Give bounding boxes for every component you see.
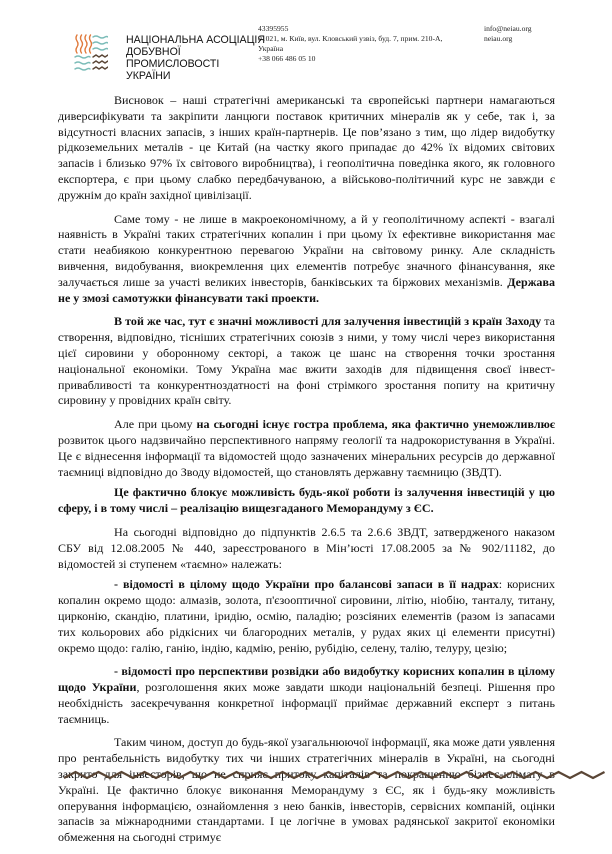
paragraph — [58, 417, 555, 480]
paragraph — [58, 212, 555, 307]
emphasized-text: Держава не у змозі самотужки фінансувати такі проекти. — [58, 274, 555, 305]
emphasized-text: на сьогодні існує гостра проблема, яка фактично унеможливлює — [196, 417, 555, 432]
email-link[interactable]: info@neiau.org — [484, 24, 532, 33]
emphasized-text: В той же час, тут є значні можливості для залучення інвестицій з країн Заходу — [114, 314, 542, 329]
text-segment: та створення, відповідно, тісніших стратегічних союзів з ними, у тому числі через використання цієї сировини у оборонному секторі, а також це шанс на створення точки зростання національної економіки. Тому Україна має вжити заходів для підвищення своєї інвест-привабливості та конкурентноздатності на фоні стрімкого зростання попиту на критичну сировину у провідних країн світу. — [58, 314, 555, 408]
text-segment: Саме тому - не лише в макроекономічному, а й у геополітичному аспекті - взагалі наявність в Україні таких стратегічних копалин і при цьому їх ефективне використання має стати неабиякою конкурентною перевагою України на світовому ринку. Але складність вивчення, видобування, виокремлення цих елементів потребує значного фінансування, яке залучається лише за участі великих інвесторів, банківських та біржових механізмів. — [58, 211, 555, 289]
org-name-line: ДОБУВНОЇ — [126, 46, 181, 58]
text-segment: розвиток цього надзвичайно перспективного напряму геології та надрокористування в Україні. Це є віднесення інформації та відомостей щодо зазначених мінеральних ресурсів до державної таємниці відповідно до Зводу відомостей, що становлять державну таємницю (ЗВДТ). — [58, 432, 555, 479]
paragraph — [58, 735, 555, 846]
web-contacts — [484, 24, 532, 44]
text-segment: Але при цьому — [114, 417, 197, 432]
text-segment: : корисних копалин окремо щодо: алмазів, золота, п'єзооптичної сировини, літію, ніобію, танталу, титану, цирконію, скандію, платини, іридію, осмію, паладію; розсіяних елементів (разом із запасами тих кольорових або рідкісних чи благородних металів, у рудах яких ці елементи присутні) окремо щодо: галію, ганію, індію, кадмію, ренію, рубідію, селену, талію, телуру, цезію; — [58, 577, 556, 655]
text-segment: Таким чином, доступ до будь-якої узагальнюючої інформації, яка може дати уявлення про рентабельність видобутку тих чи інших стратегічних мінералів в Україні, на сьогодні закрито для інвесторів, що не сприяє притоку капіталів та покращенню бізнес-клімату в Україні. Це фактично блокує виконання Меморандуму з ЄС, як і будь-яку можливість оперування інформацією, ознайомлення з нею банків, інвесторів, сервісних компаній, оцінки запасів за міжнародними стандартами. І це логічне в умовах радянської закритої економіки обмеження на сьогодні стримує — [58, 735, 555, 845]
paragraph — [58, 525, 555, 572]
text-segment: На сьогодні відповідно до підпунктів 2.6.5 та 2.6.6 ЗВДТ, затвердженого наказом СБУ від 12.08.2005 № 440, зареєстрованого в Мін’юсті 17.08.2005 за № 902/11182, до відомостей зі ступенем «таємно» належать: — [58, 524, 555, 571]
contact-details — [258, 24, 442, 64]
org-name-line: ПРОМИСЛОВОСТІ — [126, 58, 220, 70]
phone-number: +38 066 486 05 10 — [258, 54, 316, 63]
paragraph — [58, 485, 555, 517]
org-name-line: НАЦІОНАЛЬНА АСОЦІАЦІЯ — [126, 34, 266, 46]
address-country: Україна — [258, 44, 284, 53]
emphasized-text: Це фактично блокує можливість будь-якої роботи із залучення інвестицій у цю сферу, і в тому числі – реалізацію вищезгаданого Меморандуму з ЄС. — [58, 485, 555, 516]
registration-code: 43395955 — [258, 24, 289, 33]
text-segment: Висновок – наші стратегічні американські та європейські партнери намагаються диверсифікувати та закріпити ланцюги поставок критичних мінералів як у себе, так і, за відсутності власних запасів, з інших країн-партнерів. Це пов’язано з тим, що лідер видобутку рідкоземельних металів - це Китай (на частку якого припадає до 42% їх відомих світових запасів і близько 97% їх світового виробництва), і геополітична поведінка якого, як головного експортера, є при цьому слабко передбачуваною, а військово-політичний курс не завжди є дружнім до країн західної цивілізації. — [58, 93, 555, 202]
org-name-line: УКРАЇНИ — [126, 70, 171, 82]
paragraph — [58, 93, 555, 204]
waves-logo-icon — [74, 33, 108, 75]
paragraph — [58, 577, 555, 656]
document-body — [58, 93, 555, 854]
text-segment: , розголошення яких може завдати шкоди національній безпеці. Рішення про необхідність засекречування конкретної інформації приймає державний експерт з питань таємниць. — [58, 680, 555, 726]
emphasized-text: - відомості про перспективи розвідки або видобутку корисних копалин в цілому щодо України — [58, 664, 555, 695]
letterhead — [0, 0, 612, 90]
emphasized-text: - відомості в цілому щодо України про балансові запаси в її надрах — [114, 577, 499, 592]
zigzag-divider-icon — [64, 770, 612, 780]
paragraph — [58, 314, 555, 409]
organization-name — [126, 34, 265, 82]
website-link[interactable]: neiau.org — [484, 34, 513, 43]
paragraph — [58, 664, 555, 727]
address-line: 01021, м. Київ, вул. Кловський узвіз, буд. 7, прим. 210-А, — [258, 34, 443, 43]
